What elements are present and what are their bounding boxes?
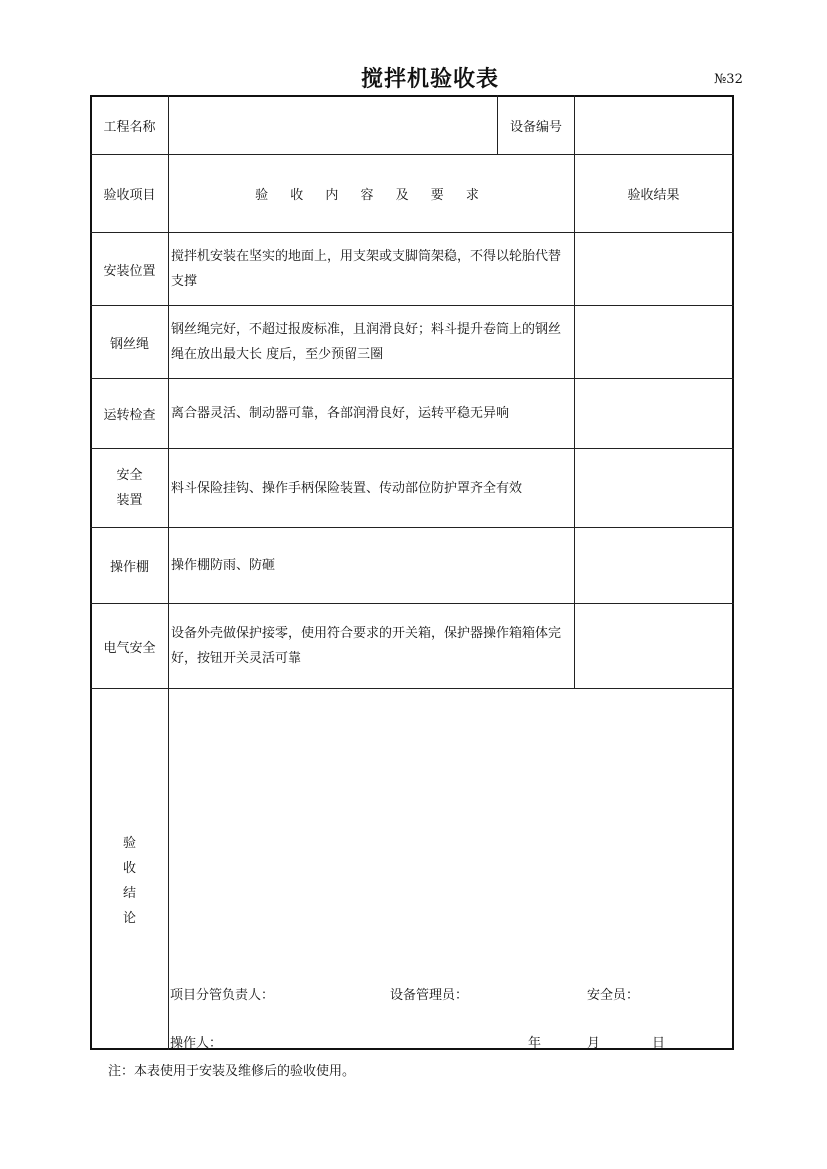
date-year-label: 年: [528, 1036, 542, 1051]
safety-officer-label: 安全员：: [587, 988, 640, 1003]
form-title: 搅拌机验收表: [360, 66, 499, 92]
row-item-safety-device-wrap: [91, 449, 168, 527]
operator-label: 操作人：: [170, 1036, 223, 1051]
column-header-result: 验收结果: [627, 188, 680, 203]
row-result-operation-check[interactable]: [575, 379, 732, 448]
row-item-shed: 操作棚: [109, 560, 149, 575]
row-item-operation-check: 运转检查: [103, 408, 156, 423]
form-number: №32: [714, 72, 743, 87]
row-item-safety-device: 安全装置: [116, 468, 143, 508]
footnote: 注：本表使用于安装及维修后的验收使用。: [108, 1064, 356, 1079]
equipment-number-label: 设备编号: [509, 119, 562, 135]
project-name-field[interactable]: [169, 96, 497, 154]
equipment-manager-label: 设备管理员：: [390, 988, 469, 1003]
date-month-label: 月: [587, 1036, 601, 1051]
project-name-label: 工程名称: [103, 119, 156, 135]
row-item-wire-rope: 钢丝绳: [109, 336, 149, 352]
row-content-safety-device: 料斗保险挂钩、操作手柄保险装置、传动部位防护罩齐全有效: [171, 480, 523, 496]
row-item-installation: 安装位置: [103, 263, 156, 279]
conclusion-text-area[interactable]: [169, 689, 732, 969]
conclusion-label-wrap: [91, 689, 168, 1048]
column-header-item: 验收项目: [103, 188, 156, 203]
row-result-shed[interactable]: [575, 528, 732, 603]
row-result-installation[interactable]: [575, 233, 732, 305]
row-content-installation: 搅拌机安装在坚实的地面上，用支架或支脚筒架稳，不得以轮胎代替支撑: [171, 249, 562, 289]
row-result-electrical[interactable]: [575, 604, 732, 688]
date-day-label: 日: [652, 1036, 666, 1051]
row-content-electrical: 设备外壳做保护接零，使用符合要求的开关箱，保护器操作箱箱体完好，按钮开关灵活可靠: [171, 626, 562, 666]
equipment-number-field[interactable]: [575, 96, 732, 154]
column-header-content: 验 收 内 容 及 要 求: [255, 188, 488, 203]
row-item-electrical: 电气安全: [103, 640, 156, 656]
row-content-wire-rope: 钢丝绳完好，不超过报废标准，且润滑良好；料斗提升卷筒上的钢丝绳在放出最大长 度后，至少预留三圈: [171, 322, 562, 362]
row-content-operation-check: 离合器灵活、制动器可靠，各部润滑良好，运转平稳无异响: [171, 406, 510, 421]
row-content-shed: 操作棚防雨、防砸: [171, 558, 276, 573]
project-manager-label: 项目分管负责人：: [170, 988, 275, 1003]
row-result-wire-rope[interactable]: [575, 306, 732, 378]
row-result-safety-device[interactable]: [575, 449, 732, 527]
conclusion-label: 验收结论: [122, 835, 136, 926]
